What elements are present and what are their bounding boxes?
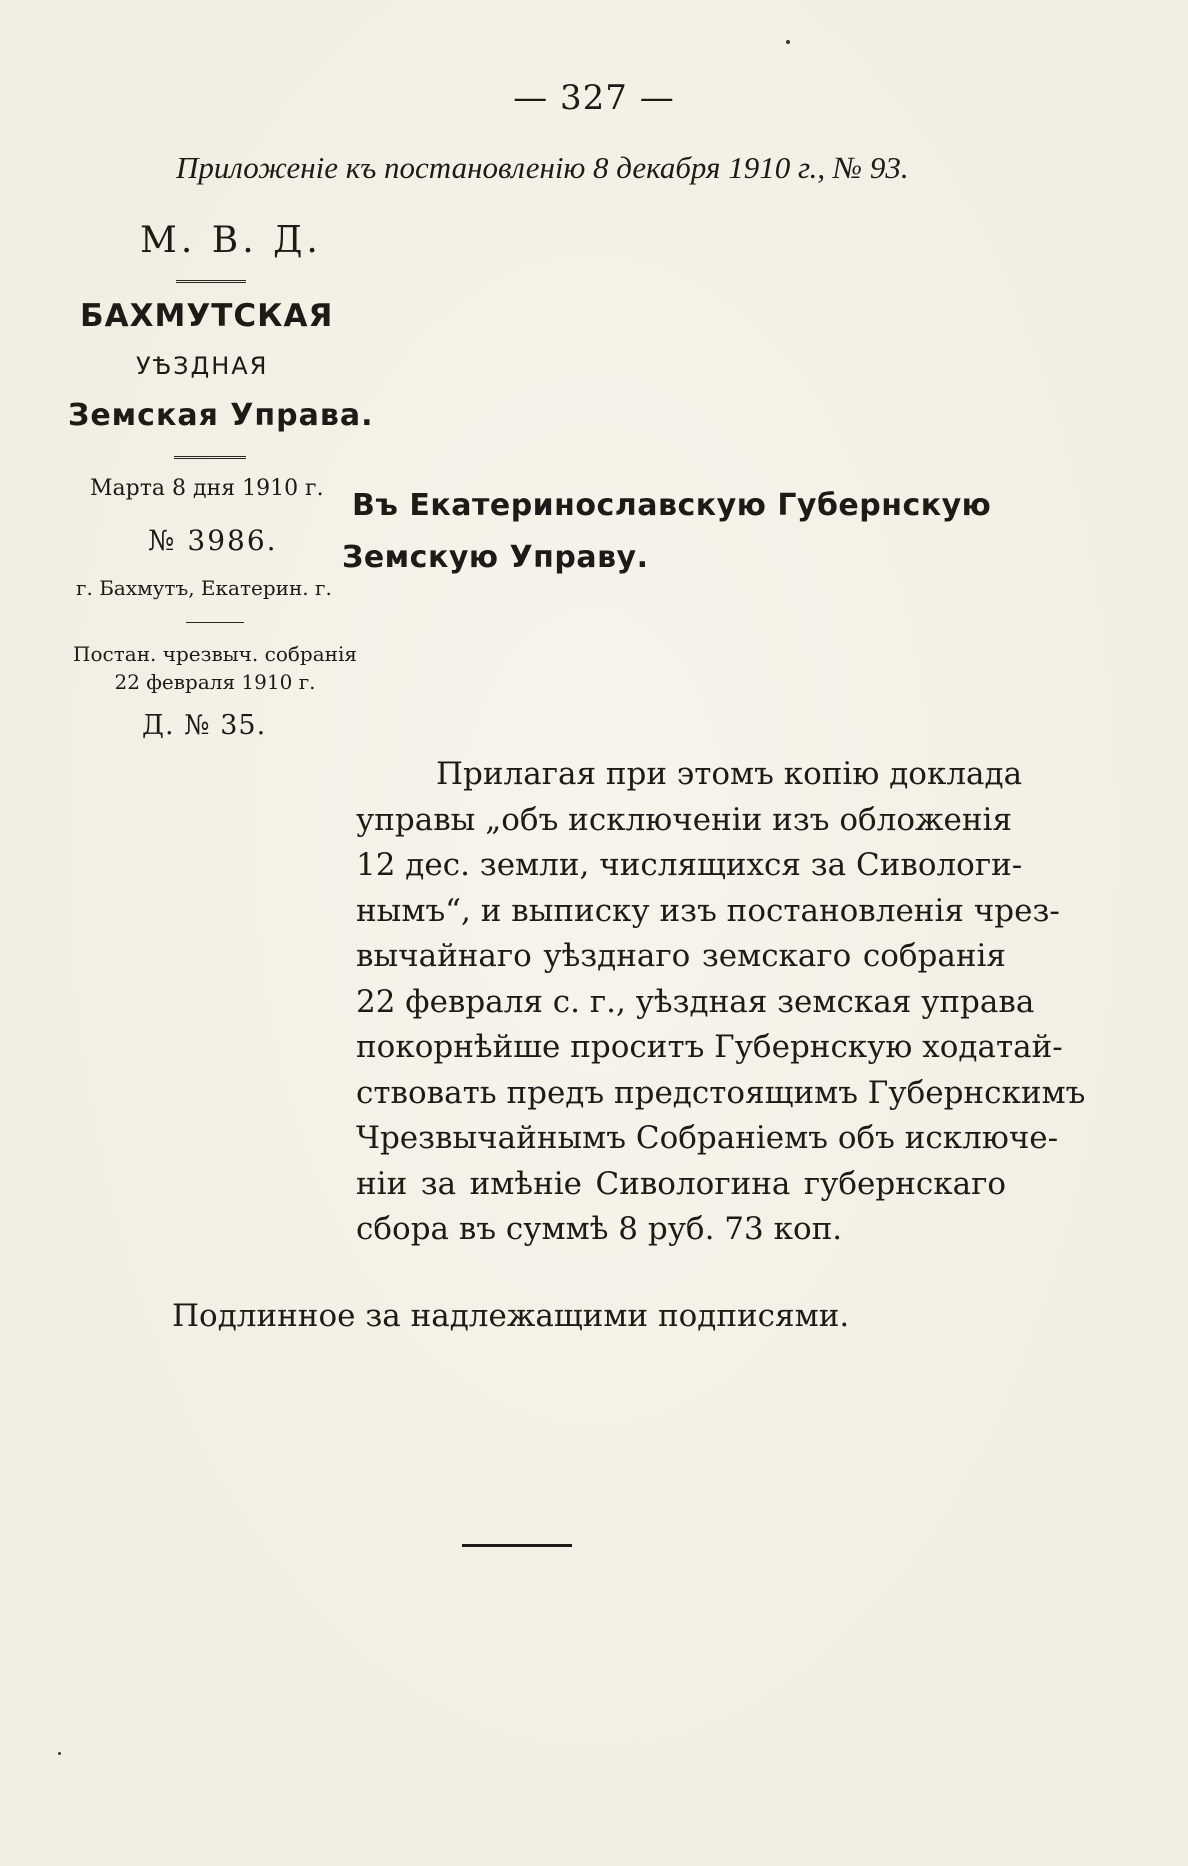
office-body: Земская Управа. xyxy=(68,398,374,433)
place-divider xyxy=(186,622,244,623)
ministry-label: М. В. Д. xyxy=(140,220,322,261)
closing-rule xyxy=(462,1544,572,1547)
office-divider xyxy=(174,456,246,459)
document-number: № 3986. xyxy=(148,524,278,557)
body-line: вычайнаго уѣзднаго земскаго собранія xyxy=(356,938,1006,974)
office-type: УѢЗДНАЯ xyxy=(136,352,269,380)
body-line: сбора въ суммѣ 8 руб. 73 коп. xyxy=(356,1211,843,1247)
body-line: управы „объ исключеніи изъ обложенія xyxy=(356,801,1013,838)
resolution-reference xyxy=(60,640,370,696)
body-line: Чрезвычайнымъ Собраніемъ объ исключе- xyxy=(356,1120,1059,1156)
addressee xyxy=(342,480,1012,584)
resolution-line: Постан. чрезвыч. собранія xyxy=(73,642,357,666)
body-line: 22 февраля с. г., уѣздная земская управа xyxy=(356,983,1035,1020)
case-number: Д. № 35. xyxy=(142,710,267,741)
signature-note: Подлинное за надлежащими подписями. xyxy=(172,1298,850,1334)
letter-body xyxy=(356,752,1086,1253)
body-line: ствовать предъ предстоящимъ Губернскимъ xyxy=(356,1074,1086,1111)
addressee-line: Земскую Управу. xyxy=(342,540,649,575)
office-name: БАХМУТСКАЯ xyxy=(80,298,334,334)
place-line: г. Бахмутъ, Екатерин. г. xyxy=(76,576,332,600)
resolution-line: 22 февраля 1910 г. xyxy=(114,670,316,694)
page-number: — 327 — xyxy=(513,78,675,118)
letter-date: Марта 8 дня 1910 г. xyxy=(90,476,324,501)
appendix-note: Приложеніе къ постановленію 8 декабря 1910 г., № 93. xyxy=(176,150,909,185)
ink-speck xyxy=(786,40,790,44)
header-divider xyxy=(176,280,246,283)
ink-speck xyxy=(58,1752,61,1755)
addressee-line: Въ Екатеринославскую Губернскую xyxy=(352,488,992,523)
body-line: покорнѣйше проситъ Губернскую ходатай- xyxy=(356,1029,1063,1065)
body-line: нымъ“, и выписку изъ постановленія чрез- xyxy=(356,892,1060,929)
body-line: ніи за имѣніе Сивологина губернскаго xyxy=(356,1165,1006,1202)
body-line: 12 дес. земли, числящихся за Сивологи- xyxy=(356,847,1023,883)
body-line: Прилагая при этомъ копію доклада xyxy=(436,756,1023,792)
